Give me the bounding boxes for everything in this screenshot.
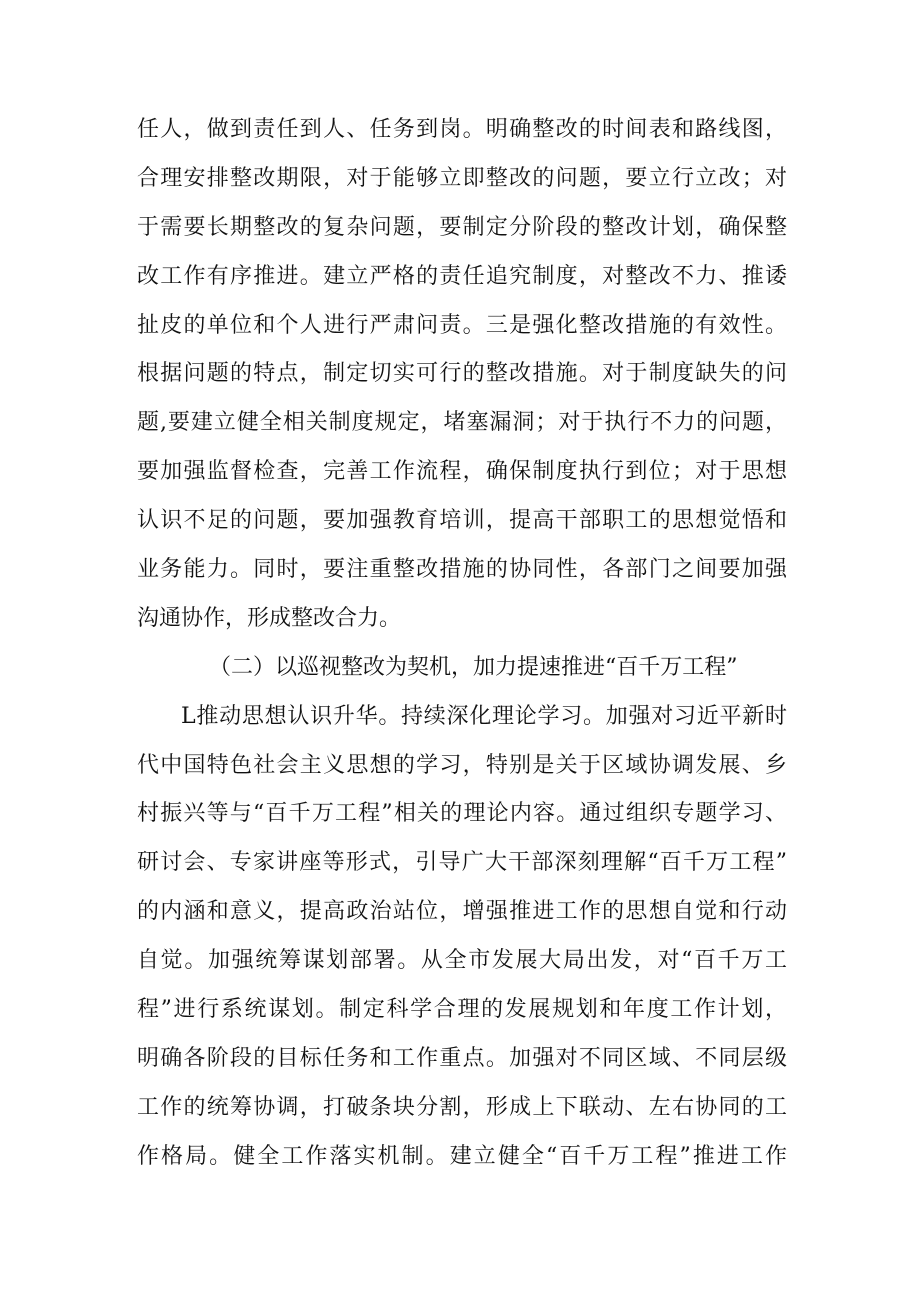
- text-line: 于需要长期整改的复杂问题，要制定分阶段的整改计划，确保整: [137, 214, 787, 240]
- text-line: 的内涵和意义，提高政治站位，增强推进工作的思想自觉和行动: [137, 899, 787, 925]
- text-line: 工作的统筹协调，打破条块分割，形成上下联动、左右协同的工: [137, 1094, 787, 1120]
- section-heading: （二）以巡视整改为契机，加力提速推进“百千万工程”: [209, 654, 738, 680]
- text-line: 任人，做到责任到人、任务到岗。明确整改的时间表和路线图，: [137, 117, 787, 142]
- text-line: 沟通协作，形成整改合力。: [137, 605, 402, 631]
- paragraph-1: [137, 106, 920, 644]
- text-line: 认识不足的问题，要加强教育培训，提高干部职工的思想觉悟和: [137, 508, 787, 534]
- text-line: 要加强监督检查，完善工作流程，确保制度执行到位；对于思想: [137, 459, 787, 485]
- text-line: 作格局。健全工作落实机制。建立健全“百千万工程”推进工作: [137, 1143, 787, 1169]
- paragraph-2: [137, 693, 920, 1182]
- text-line: 合理安排整改期限，对于能够立即整改的问题，要立行立改；对: [137, 165, 787, 191]
- text-line: L推动思想认识升华。持续深化理论学习。加强对习近平新时: [181, 703, 787, 729]
- text-line: 村振兴等与“百千万工程”相关的理论内容。通过组织专题学习、: [137, 801, 787, 827]
- text-line: 研讨会、专家讲座等形式，引导广大干部深刻理解“百千万工程”: [137, 850, 787, 876]
- text-line: 自觉。加强统筹谋划部署。从全市发展大局出发，对“百千万工: [137, 948, 787, 974]
- text-line: 程”进行系统谋划。制定科学合理的发展规划和年度工作计划，: [137, 997, 787, 1023]
- text-line: 业务能力。同时，要注重整改措施的协同性，各部门之间要加强: [137, 557, 787, 583]
- text-line: 改工作有序推进。建立严格的责任追究制度，对整改不力、推诿: [137, 263, 787, 289]
- text-line: 根据问题的特点，制定切实可行的整改措施。对于制度缺失的问: [137, 361, 787, 387]
- text-line: 明确各阶段的目标任务和工作重点。加强对不同区域、不同层级: [137, 1045, 787, 1071]
- text-line: 题,要建立健全相关制度规定，堵塞漏洞；对于执行不力的问题，: [137, 410, 787, 436]
- text-line: 扯皮的单位和个人进行严肃问责。三是强化整改措施的有效性。: [137, 312, 787, 338]
- text-line: 代中国特色社会主义思想的学习，特别是关于区域协调发展、乡: [137, 752, 787, 778]
